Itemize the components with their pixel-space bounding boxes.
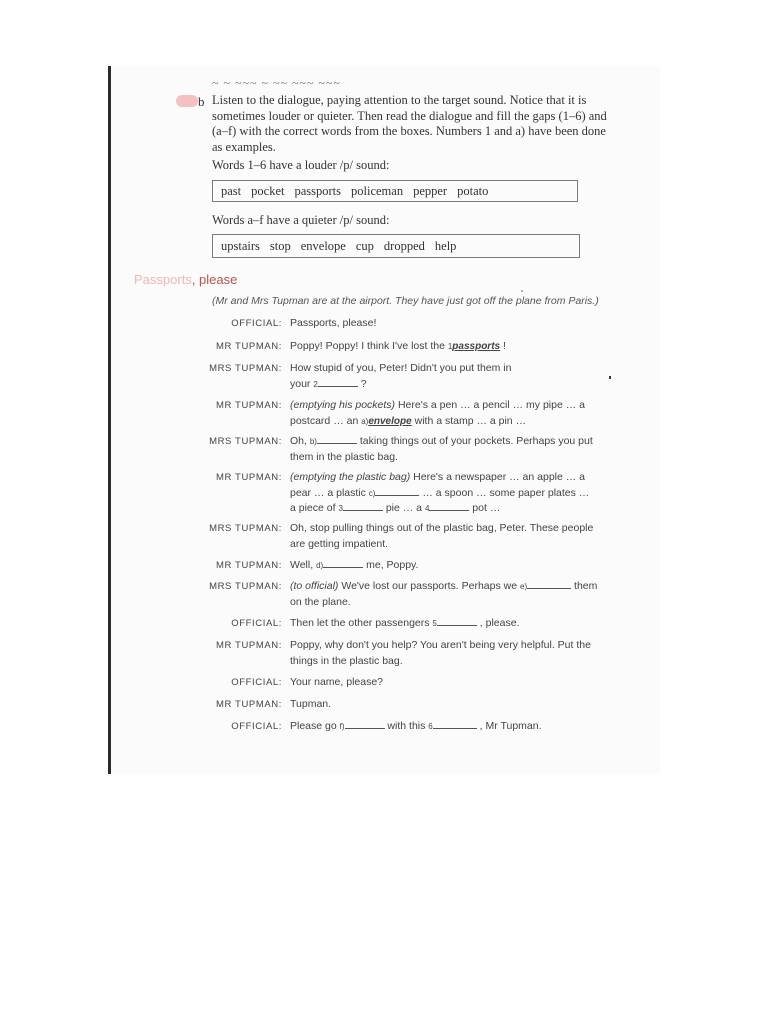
- audio-cd-icon: [176, 95, 198, 107]
- cropped-previous-line: ~ ~ ~~~ ~ ~~ ~~~ ~~~: [212, 76, 341, 84]
- speaker-label: MRS TUPMAN:: [209, 436, 282, 447]
- answer-gap: [343, 501, 383, 511]
- gap-number: 5: [432, 619, 437, 628]
- gap-number: c): [368, 488, 376, 498]
- task-letter: b: [198, 94, 205, 109]
- speaker-label: MRS TUPMAN:: [209, 581, 282, 592]
- gap-number: 4: [424, 504, 430, 513]
- dialogue-line: (to official) We've lost our passports. Perhaps we e) them on the plane.: [290, 580, 598, 608]
- word-box-item: past: [221, 183, 242, 198]
- dialogue-line: Passports, please!: [290, 317, 377, 329]
- dialogue-line: Poppy! Poppy! I think I've lost the 1passports !: [290, 340, 506, 352]
- gap-number: b): [309, 437, 317, 446]
- scene-setting: (Mr and Mrs Tupman are at the airport. They have just got off the plane from Paris.): [212, 295, 599, 307]
- word-box-item: potato: [457, 183, 489, 198]
- speaker-label: MRS TUPMAN:: [209, 363, 282, 374]
- dialogue-line: Well, d) me, Poppy.: [290, 559, 419, 571]
- word-box-item: pocket: [251, 183, 285, 198]
- answer-gap: [318, 377, 358, 387]
- dialogue-title: Passports, please: [134, 272, 238, 287]
- speaker-label: MR TUPMAN:: [216, 560, 282, 571]
- example-answer: envelope: [368, 415, 412, 427]
- answer-gap: [345, 719, 385, 729]
- answer-gap: [317, 434, 357, 444]
- word-box-item: upstairs: [221, 238, 260, 253]
- dialogue-line: (emptying his pockets) Here's a pen … a pencil … my pipe … a postcard … an a)envelope with a stamp … a pin …: [290, 399, 585, 427]
- word-box-item: dropped: [383, 238, 425, 253]
- scan-speck: [609, 376, 611, 379]
- word-box-item: policeman: [351, 183, 404, 198]
- quieter-word-box: [212, 234, 580, 258]
- speaker-label: MR TUPMAN:: [216, 640, 282, 651]
- dialogue-line: Please go f) with this 6 , Mr Tupman.: [290, 720, 542, 732]
- dialogue-line: Tupman.: [290, 698, 332, 710]
- speaker-label: MR TUPMAN:: [216, 400, 282, 411]
- speaker-label: MR TUPMAN:: [216, 341, 282, 352]
- dialogue-line: Oh, b) taking things out of your pockets. Perhaps you put them in the plastic bag.: [290, 435, 593, 463]
- speaker-label: OFFICIAL:: [231, 318, 282, 329]
- word-box-item: envelope: [300, 238, 346, 253]
- speaker-label: OFFICIAL:: [231, 618, 282, 629]
- gap-number: 3: [338, 504, 343, 513]
- page-edge-shadow: [108, 66, 111, 774]
- scan-speck: [521, 290, 523, 292]
- gap-number: e): [520, 582, 528, 591]
- quieter-label: Words a–f have a quieter /p/ sound:: [212, 213, 390, 227]
- instructions: Listen to the dialogue, paying attention to the target sound. Notice that it is sometimes louder or quieter. Then read the dialogue and fill the gaps (1–6) and (a–f) with the correct words from the boxes. Numbers 1 and a) have been done as examples.: [212, 93, 607, 154]
- speaker-label: MR TUPMAN:: [216, 472, 282, 483]
- gap-number: d): [316, 561, 324, 570]
- dialogue-line: How stupid of you, Peter! Didn't you put them in your 2 ?: [290, 362, 512, 390]
- word-box-item: pepper: [413, 183, 448, 198]
- gap-number: 2: [313, 379, 318, 389]
- word-box-item: cup: [355, 238, 374, 253]
- dialogue-line: Oh, stop pulling things out of the plastic bag, Peter. These people are getting impatient.: [290, 522, 594, 550]
- answer-gap: [527, 579, 571, 589]
- answer-gap: [429, 501, 469, 511]
- dialogue-line: Then let the other passengers 5 , please.: [290, 617, 520, 629]
- answer-gap: [375, 486, 419, 496]
- speaker-label: MRS TUPMAN:: [209, 523, 282, 534]
- word-box-item: help: [434, 238, 457, 253]
- speaker-label: OFFICIAL:: [231, 677, 282, 688]
- answer-gap: [433, 719, 477, 729]
- dialogue-line: Your name, please?: [290, 676, 384, 688]
- word-box-item: stop: [269, 238, 291, 253]
- gap-number: 1: [447, 342, 453, 351]
- example-answer: passports: [452, 341, 501, 352]
- dialogue-line: (emptying the plastic bag) Here's a newspaper … an apple … a pear … a plastic c) … a spoon … some paper plates … a piece of 3 pie … a 4 pot …: [290, 471, 590, 514]
- answer-gap: [437, 616, 477, 626]
- louder-label: Words 1–6 have a louder /p/ sound:: [212, 158, 390, 172]
- dialogue-line: Poppy, why don't you help? You aren't being very helpful. Put the things in the plastic bag.: [290, 639, 591, 667]
- word-box-item: passports: [294, 183, 341, 198]
- gap-number: a): [361, 416, 369, 426]
- speaker-label: MR TUPMAN:: [216, 699, 282, 710]
- louder-word-box: [212, 180, 578, 202]
- gap-number: f): [339, 722, 345, 731]
- gap-number: 6: [428, 722, 433, 731]
- answer-gap: [323, 558, 363, 568]
- speaker-label: OFFICIAL:: [231, 721, 282, 732]
